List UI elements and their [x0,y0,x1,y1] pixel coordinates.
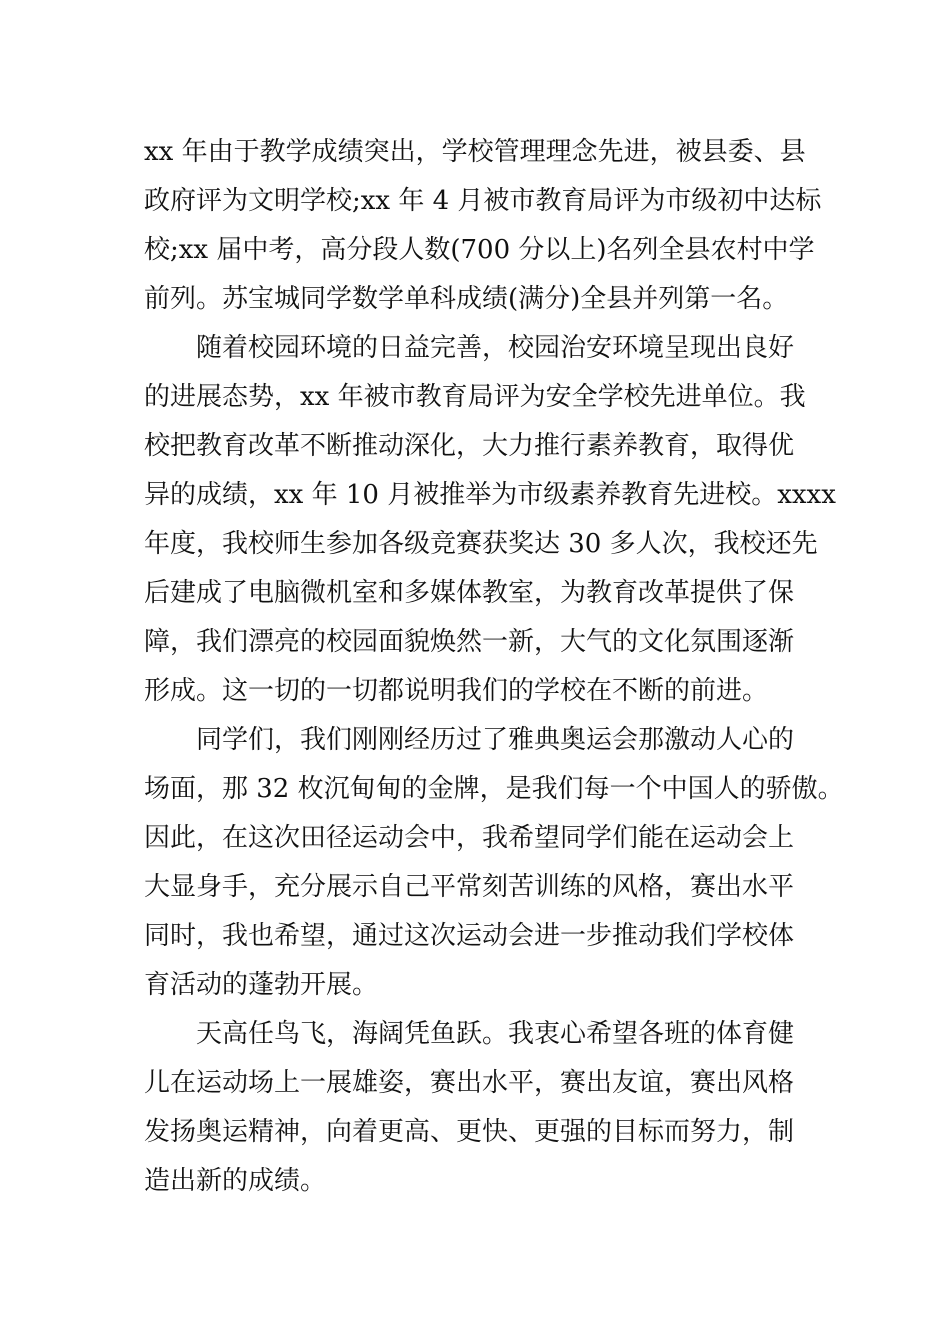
text-line: 育活动的蓬勃开展。 [144,970,379,1000]
text-line: 年度，我校师生参加各级竞赛获奖达 30 多人次，我校还先 [144,529,818,559]
text-line: 政府评为文明学校;xx 年 4 月被市教育局评为市级初中达标 [144,186,822,216]
paragraph-3 [144,716,844,1010]
text-line: 异的成绩，xx 年 10 月被推举为市级素养教育先进校。xxxx [144,480,836,510]
paragraph-2 [144,324,836,716]
paragraph-1 [144,128,822,324]
text-line: 形成。这一切的一切都说明我们的学校在不断的前进。 [144,676,769,706]
text-line: 障，我们漂亮的校园面貌焕然一新，大气的文化氛围逐渐 [144,627,795,657]
text-line: 儿在运动场上一展雄姿，赛出水平，赛出友谊，赛出风格 [144,1068,795,1098]
document-body [144,128,844,1206]
text-line: 因此，在这次田径运动会中，我希望同学们能在运动会上 [144,823,795,853]
paragraph-4 [144,1010,812,1206]
text-line: 场面，那 32 枚沉甸甸的金牌，是我们每一个中国人的骄傲。 [144,774,844,804]
text-line: 前列。苏宝城同学数学单科成绩(满分)全县并列第一名。 [144,284,789,314]
text-line: 同时，我也希望，通过这次运动会进一步推动我们学校体 [144,921,795,951]
text-line: 后建成了电脑微机室和多媒体教室，为教育改革提供了保 [144,578,795,608]
text-line: xx 年由于教学成绩突出，学校管理理念先进，被县委、县 [144,137,806,167]
text-line: 随着校园环境的日益完善，校园治安环境呈现出良好 [196,333,795,363]
text-line: 天高任鸟飞，海阔凭鱼跃。我衷心希望各班的体育健 [196,1019,795,1049]
text-line: 的进展态势，xx 年被市教育局评为安全学校先进单位。我 [144,382,806,412]
text-line: 大显身手，充分展示自己平常刻苦训练的风格，赛出水平 [144,872,795,902]
text-line: 同学们，我们刚刚经历过了雅典奥运会那激动人心的 [196,725,795,755]
text-line: 发扬奥运精神，向着更高、更快、更强的目标而努力，制 [144,1117,795,1147]
text-line: 校;xx 届中考，高分段人数(700 分以上)名列全县农村中学 [144,235,815,265]
text-line: 校把教育改革不断推动深化，大力推行素养教育，取得优 [144,431,795,461]
text-line: 造出新的成绩。 [144,1166,327,1196]
